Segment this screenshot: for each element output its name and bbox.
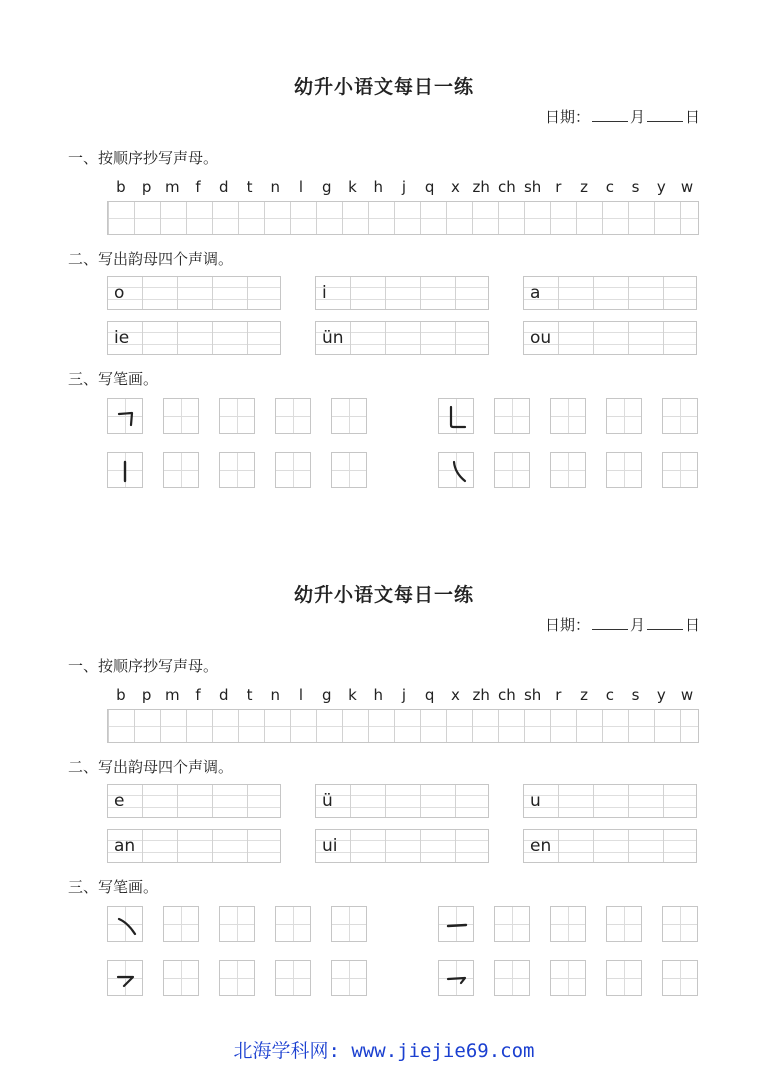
- stroke-example-box: [438, 398, 474, 434]
- shengmu-letter: j: [401, 686, 407, 704]
- date-label: 日期：: [544, 108, 590, 126]
- shengmu-letter: k: [348, 178, 357, 196]
- dian-stroke-icon: [108, 907, 144, 943]
- shengmu-letter: sh: [523, 178, 542, 196]
- section-2-heading: 二、写出韵母四个声调。: [68, 758, 234, 776]
- section-1-heading: 一、按顺序抄写声母。: [68, 657, 219, 675]
- yunmu-label: o: [114, 283, 125, 303]
- tianzige-writing-box[interactable]: [662, 452, 698, 488]
- month-label: 月: [629, 108, 645, 126]
- tianzige-writing-box[interactable]: [550, 398, 586, 434]
- yunmu-writing-box[interactable]: [523, 276, 697, 310]
- shengmu-letter: w: [680, 178, 694, 196]
- shu-wan-stroke-icon: [439, 399, 475, 435]
- tianzige-writing-box[interactable]: [494, 398, 530, 434]
- heng-pie-stroke-icon: [108, 961, 144, 997]
- shengmu-writing-grid[interactable]: [107, 201, 699, 235]
- tianzige-writing-box[interactable]: [275, 960, 311, 996]
- shengmu-letter: r: [555, 686, 562, 704]
- shengmu-letter: b: [116, 178, 126, 196]
- tianzige-writing-box[interactable]: [219, 906, 255, 942]
- yunmu-writing-box[interactable]: [315, 276, 489, 310]
- yunmu-label: ui: [322, 836, 338, 856]
- shengmu-letter: m: [165, 178, 180, 196]
- tianzige-writing-box[interactable]: [494, 960, 530, 996]
- shengmu-letter: z: [580, 178, 589, 196]
- dian-stroke-icon: [439, 453, 475, 489]
- shengmu-letter: ch: [498, 178, 516, 196]
- yunmu-writing-box[interactable]: [315, 321, 489, 355]
- shengmu-letter: r: [555, 178, 562, 196]
- yunmu-writing-box[interactable]: [107, 829, 281, 863]
- yunmu-writing-box[interactable]: [523, 321, 697, 355]
- tianzige-writing-box[interactable]: [494, 906, 530, 942]
- shengmu-letter: f: [195, 178, 201, 196]
- shengmu-letter: y: [656, 178, 666, 196]
- section-3-heading: 三、写笔画。: [68, 370, 159, 388]
- shengmu-row: [108, 686, 700, 704]
- day-label: 日: [684, 108, 700, 126]
- tianzige-writing-box[interactable]: [163, 906, 199, 942]
- shengmu-letter: j: [401, 178, 407, 196]
- tianzige-writing-box[interactable]: [275, 398, 311, 434]
- date-line: [545, 614, 700, 635]
- tianzige-writing-box[interactable]: [275, 906, 311, 942]
- tianzige-writing-box[interactable]: [662, 960, 698, 996]
- shengmu-letter: x: [450, 178, 460, 196]
- day-blank: [647, 615, 683, 630]
- month-label: 月: [629, 616, 645, 634]
- shengmu-letter: g: [321, 178, 332, 196]
- stroke-example-box: [107, 960, 143, 996]
- shengmu-letter: w: [680, 686, 694, 704]
- yunmu-writing-box[interactable]: [107, 784, 281, 818]
- shengmu-letter: sh: [523, 686, 542, 704]
- tianzige-writing-box[interactable]: [163, 452, 199, 488]
- shengmu-letter: d: [219, 686, 229, 704]
- stroke-example-box: [438, 960, 474, 996]
- stroke-example-box: [438, 906, 474, 942]
- shengmu-row: [108, 178, 700, 196]
- shengmu-letter: h: [373, 178, 383, 196]
- heng-zhe-stroke-icon: [108, 399, 144, 435]
- month-blank: [592, 615, 628, 630]
- shengmu-letter: l: [298, 686, 304, 704]
- shengmu-letter: z: [580, 686, 589, 704]
- worksheet-title: 幼升小语文每日一练: [293, 584, 474, 606]
- shengmu-letter: n: [270, 686, 281, 704]
- tianzige-writing-box[interactable]: [275, 452, 311, 488]
- tianzige-writing-box[interactable]: [550, 960, 586, 996]
- shengmu-letter: l: [298, 178, 304, 196]
- shengmu-letter: q: [424, 178, 435, 196]
- shengmu-letter: c: [605, 686, 614, 704]
- yunmu-label: e: [114, 791, 125, 811]
- shengmu-letter: b: [116, 686, 126, 704]
- section-3-heading: 三、写笔画。: [68, 878, 159, 896]
- tianzige-writing-box[interactable]: [606, 906, 642, 942]
- yunmu-label: en: [530, 836, 552, 856]
- yunmu-label: ie: [114, 328, 130, 348]
- tianzige-writing-box[interactable]: [606, 398, 642, 434]
- shengmu-letter: h: [373, 686, 383, 704]
- stroke-example-box: [107, 398, 143, 434]
- month-blank: [592, 107, 628, 122]
- shengmu-letter: f: [195, 686, 201, 704]
- tianzige-writing-box[interactable]: [550, 452, 586, 488]
- yunmu-writing-box[interactable]: [315, 784, 489, 818]
- tianzige-writing-box[interactable]: [163, 960, 199, 996]
- yunmu-writing-box[interactable]: [315, 829, 489, 863]
- shengmu-letter: zh: [472, 686, 490, 704]
- yunmu-writing-box[interactable]: [523, 829, 697, 863]
- yunmu-label: u: [530, 791, 541, 811]
- tianzige-writing-box[interactable]: [494, 452, 530, 488]
- day-blank: [647, 107, 683, 122]
- shengmu-letter: c: [605, 178, 614, 196]
- shengmu-letter: ch: [498, 686, 516, 704]
- shengmu-letter: t: [246, 178, 253, 196]
- yunmu-writing-box[interactable]: [107, 321, 281, 355]
- yunmu-label: ou: [530, 328, 552, 348]
- shengmu-letter: zh: [472, 178, 490, 196]
- date-label: 日期：: [544, 616, 590, 634]
- shu-stroke-icon: [108, 453, 144, 489]
- tianzige-writing-box[interactable]: [219, 960, 255, 996]
- stroke-example-box: [438, 452, 474, 488]
- shengmu-letter: s: [631, 686, 640, 704]
- shengmu-letter: p: [141, 178, 152, 196]
- tianzige-writing-box[interactable]: [163, 398, 199, 434]
- shengmu-letter: s: [631, 178, 640, 196]
- shengmu-writing-grid[interactable]: [107, 709, 699, 743]
- section-1-heading: 一、按顺序抄写声母。: [68, 149, 219, 167]
- tianzige-writing-box[interactable]: [606, 960, 642, 996]
- shengmu-letter: q: [424, 686, 435, 704]
- tianzige-writing-box[interactable]: [219, 398, 255, 434]
- yunmu-label: an: [114, 836, 136, 856]
- yunmu-label: ü: [322, 791, 333, 811]
- tianzige-writing-box[interactable]: [331, 398, 367, 434]
- shengmu-letter: n: [270, 178, 281, 196]
- shengmu-letter: d: [219, 178, 229, 196]
- heng-stroke-icon: [439, 907, 475, 943]
- shengmu-letter: x: [450, 686, 460, 704]
- shengmu-letter: y: [656, 686, 666, 704]
- stroke-example-box: [107, 452, 143, 488]
- shengmu-letter: k: [348, 686, 357, 704]
- shengmu-letter: m: [165, 686, 180, 704]
- yunmu-label: ün: [322, 328, 344, 348]
- day-label: 日: [684, 616, 700, 634]
- stroke-example-box: [107, 906, 143, 942]
- heng-gou-stroke-icon: [439, 961, 475, 997]
- tianzige-writing-box[interactable]: [219, 452, 255, 488]
- tianzige-writing-box[interactable]: [550, 906, 586, 942]
- shengmu-letter: g: [321, 686, 332, 704]
- worksheet-1: [0, 0, 768, 520]
- tianzige-writing-box[interactable]: [662, 398, 698, 434]
- worksheet-title: 幼升小语文每日一练: [293, 76, 474, 98]
- footer-watermark: 北海学科网: www.jiejie69.com: [233, 1040, 535, 1062]
- tianzige-writing-box[interactable]: [331, 906, 367, 942]
- yunmu-label: i: [322, 283, 327, 303]
- yunmu-writing-box[interactable]: [523, 784, 697, 818]
- yunmu-label: a: [530, 283, 541, 303]
- shengmu-letter: p: [141, 686, 152, 704]
- worksheet-2: [0, 508, 768, 1028]
- shengmu-letter: t: [246, 686, 253, 704]
- tianzige-writing-box[interactable]: [606, 452, 642, 488]
- tianzige-writing-box[interactable]: [331, 452, 367, 488]
- yunmu-writing-box[interactable]: [107, 276, 281, 310]
- date-line: [545, 106, 700, 127]
- section-2-heading: 二、写出韵母四个声调。: [68, 250, 234, 268]
- tianzige-writing-box[interactable]: [331, 960, 367, 996]
- tianzige-writing-box[interactable]: [662, 906, 698, 942]
